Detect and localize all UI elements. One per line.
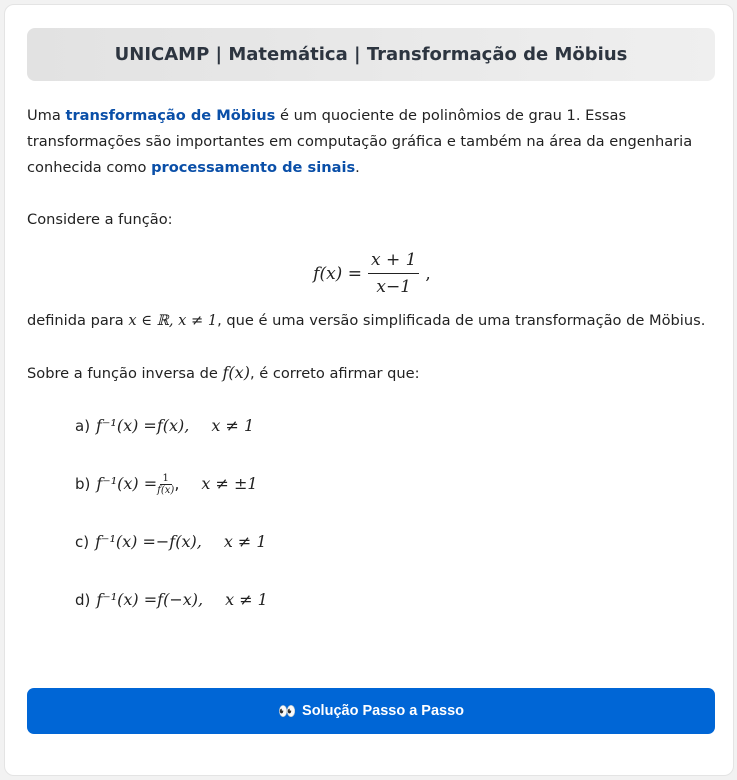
option-b[interactable] <box>75 455 717 513</box>
denominator: x−1 <box>376 277 412 297</box>
button-label: Solução Passo a Passo <box>302 703 465 719</box>
question-math: f(x) <box>222 363 250 382</box>
denominator: f(x) <box>157 484 175 496</box>
text: , é correto afirmar que: <box>249 365 420 382</box>
option-c[interactable] <box>75 513 717 571</box>
formula-lhs: f(x) = <box>313 263 362 284</box>
numerator: 1 <box>160 473 172 485</box>
option-a[interactable] <box>75 397 717 455</box>
numerator: x + 1 <box>368 247 419 274</box>
option-rhs: f(x), <box>156 416 190 435</box>
intro-text: é um quociente de polinômios de grau 1. Essas transformações são importantes em computação gráfica e também na área da engenharia conhecida como <box>27 107 693 176</box>
option-rhs: f(−x), <box>157 590 204 609</box>
intro-text: . <box>355 159 360 176</box>
option-label: c) <box>75 533 90 551</box>
option-lhs: f⁻¹(x) = <box>96 416 157 435</box>
option-rhs: −f(x), <box>155 532 202 551</box>
intro-text: Uma <box>27 107 66 124</box>
option-d[interactable] <box>75 571 717 629</box>
option-lhs: f⁻¹(x) = <box>95 532 156 551</box>
option-label: a) <box>75 417 91 435</box>
text: , que é uma versão simplificada de uma transformação de Möbius. <box>217 312 706 329</box>
text: Sobre a função inversa de <box>27 365 223 382</box>
option-rhs: , <box>174 474 180 493</box>
option-lhs: f⁻¹(x) = <box>96 590 158 609</box>
function-formula <box>27 247 717 300</box>
question-text <box>27 360 717 387</box>
text: definida para <box>27 312 129 329</box>
question-card <box>4 4 734 776</box>
question-body <box>27 103 717 629</box>
option-lhs: f⁻¹(x) = <box>96 474 158 493</box>
option-condition: x ≠ ±1 <box>201 474 258 493</box>
option-label: d) <box>75 591 91 609</box>
highlight-signal-processing: processamento de sinais <box>151 159 356 176</box>
step-by-step-solution-button[interactable] <box>27 688 715 734</box>
option-condition: x ≠ 1 <box>211 416 255 435</box>
intro-paragraph <box>27 103 717 181</box>
option-condition: x ≠ 1 <box>225 590 268 609</box>
option-label: b) <box>75 475 91 493</box>
option-condition: x ≠ 1 <box>223 532 267 551</box>
option-fraction <box>157 473 174 496</box>
highlight-mobius: transformação de Möbius <box>65 107 276 124</box>
consider-text: Considere a função: <box>27 211 173 228</box>
domain-math: x ∈ ℝ, x ≠ 1 <box>128 312 218 329</box>
formula-comma: , <box>425 263 431 284</box>
domain-text <box>27 308 717 334</box>
formula-fraction <box>368 247 419 300</box>
eyes-icon: 👀 <box>277 703 297 720</box>
page-title: UNICAMP | Matemática | Transformação de Möbius <box>27 28 715 81</box>
